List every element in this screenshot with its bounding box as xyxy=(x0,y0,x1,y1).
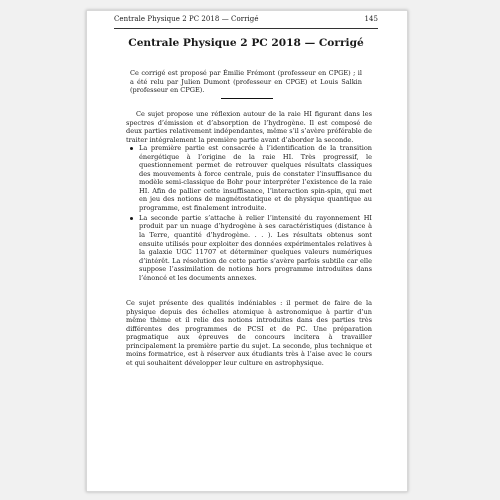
page-number: 145 xyxy=(364,15,378,23)
intro-paragraph: Ce corrigé est proposé par Émilie Frémont (professeur en CPGE) ; il a été relu par Julien Dumont (professeur en CPGE) et Louis Salkin (professeur en CPGE). xyxy=(130,69,362,95)
body-paragraph-1: Ce sujet propose une réflexion autour de la raie HI figurant dans les spectres d’émission et d’absorption de l’hydrogène. Il est composé de deux parties relativement indépendantes, même s’il s’avère préférable de traiter intégralement la première partie avant d’aborder la seconde. xyxy=(126,110,372,144)
section-separator xyxy=(221,98,273,99)
list-item xyxy=(126,214,372,282)
running-title: Centrale Physique 2 PC 2018 — Corrigé xyxy=(114,15,259,23)
body-paragraph-2: Ce sujet présente des qualités indéniables : il permet de faire de la physique depuis des échelles atomique à astronomique à partir d’un même thème et il relie des notions introduites dans des parties très différentes des programmes de PCSI et de PC. Une préparation pragmatique aux épreuves de concours incitera à travailler principalement la première partie du sujet. La seconde, plus technique et moins formatrice, est à réserver aux étudiants très à l’aise avec le cours et qui souhaitent développer leur culture en astrophysique. xyxy=(126,299,372,367)
bullet-text: La seconde partie s’attache à relier l’intensité du rayonnement HI produit par un nuage d’hydrogène à ses caractéristiques (distance à la Terre, quantité d’hydrogène. . . ). Les résultats obtenus sont ensuite utilisés pour exploiter des données expérimentales relatives à la galaxie UGC 11707 et déterminer quelques valeurs numériques d’intérêt. La résolution de cette partie s’avère parfois subtile car elle suppose l’assimilation de notions hors programme introduites dans l’énoncé et les documents annexes. xyxy=(139,213,372,282)
bullet-icon xyxy=(130,147,133,150)
bullet-list xyxy=(126,144,372,284)
bullet-text: La première partie est consacrée à l’identification de la transition énergétique à l’origine de la raie HI. Très progressif, le questionnement permet de retrouver quelques résultats classiques des mouvements à force centrale, puis de constater l’insuffisance du modèle semi-classique de Bohr pour interpréter l’existence de la raie HI. Afin de pallier cette insuffisance, l’interaction spin-spin, qui met en jeu des notions de magnétostatique et de physique quantique au programme, est finalement introduite. xyxy=(139,144,372,212)
header-rule xyxy=(114,28,378,29)
list-item xyxy=(126,144,372,212)
page-title: Centrale Physique 2 PC 2018 — Corrigé xyxy=(128,37,364,49)
bullet-icon xyxy=(130,217,133,220)
